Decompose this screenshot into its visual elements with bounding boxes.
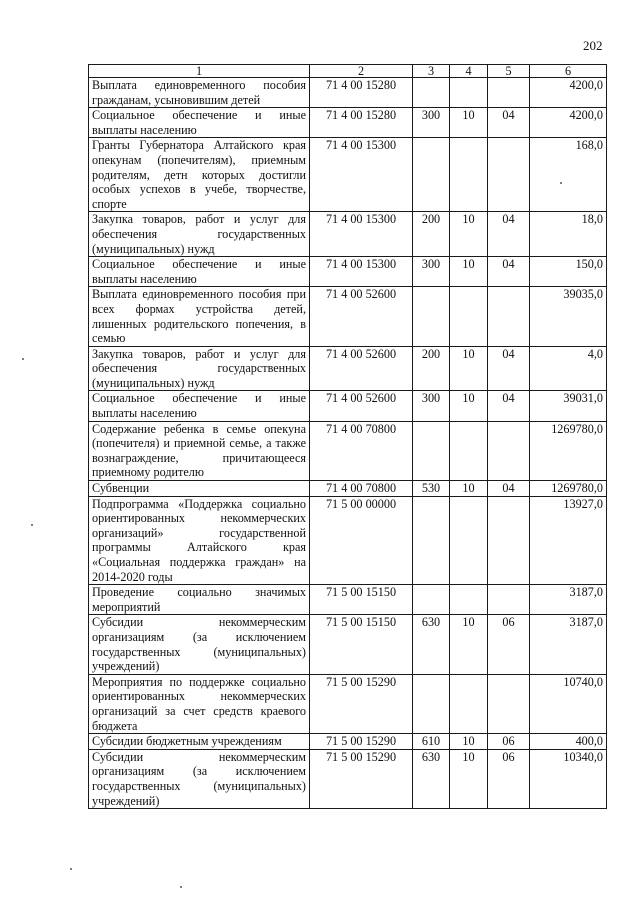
row-expense-type-cell: 530 bbox=[413, 481, 450, 497]
table-row bbox=[89, 749, 607, 808]
row-section-cell: 10 bbox=[450, 481, 488, 497]
row-amount-cell: 18,0 bbox=[530, 212, 607, 257]
header-col-5: 5 bbox=[488, 65, 530, 78]
row-section-cell bbox=[450, 138, 488, 212]
page-number: 202 bbox=[583, 38, 603, 53]
row-section-cell: 10 bbox=[450, 391, 488, 421]
row-expense-type-cell bbox=[413, 421, 450, 480]
row-expense-type-cell: 200 bbox=[413, 346, 450, 391]
row-subsection-cell: 06 bbox=[488, 749, 530, 808]
row-code-cell: 71 4 00 15300 bbox=[310, 257, 413, 287]
header-col-3: 3 bbox=[413, 65, 450, 78]
row-code-cell: 71 4 00 52600 bbox=[310, 287, 413, 346]
row-name-cell: Подпрограмма «Поддержка социально ориентированных некоммерческих организаций» государственной программы Алтайского края «Социальная поддержка граждан» на 2014-2020 годы bbox=[89, 496, 310, 585]
row-code-cell: 71 4 00 70800 bbox=[310, 421, 413, 480]
row-name-cell: Гранты Губернатора Алтайского края опекунам (попечителям), приемным родителям, детн которых достигли особых успехов в учебе, творчестве, спорте bbox=[89, 138, 310, 212]
row-expense-type-cell bbox=[413, 585, 450, 615]
row-expense-type-cell: 300 bbox=[413, 108, 450, 138]
row-name-cell: Проведение социально значимых мероприятий bbox=[89, 585, 310, 615]
row-subsection-cell: 04 bbox=[488, 481, 530, 497]
row-subsection-cell: 06 bbox=[488, 734, 530, 750]
row-subsection-cell bbox=[488, 421, 530, 480]
row-amount-cell: 1269780,0 bbox=[530, 481, 607, 497]
row-name-cell: Выплата единовременного пособия при всех формах устройства детей, лишенных родительского попечения, в семью bbox=[89, 287, 310, 346]
row-amount-cell: 3187,0 bbox=[530, 615, 607, 674]
row-name-cell: Социальное обеспечение и иные выплаты населению bbox=[89, 391, 310, 421]
row-expense-type-cell bbox=[413, 674, 450, 733]
row-section-cell: 10 bbox=[450, 346, 488, 391]
row-expense-type-cell bbox=[413, 138, 450, 212]
row-amount-cell: 10740,0 bbox=[530, 674, 607, 733]
row-subsection-cell: 04 bbox=[488, 257, 530, 287]
row-section-cell: 10 bbox=[450, 212, 488, 257]
row-subsection-cell bbox=[488, 585, 530, 615]
scan-speck bbox=[70, 868, 72, 870]
row-name-cell: Закупка товаров, работ и услуг для обеспечения государственных (муниципальных) нужд bbox=[89, 212, 310, 257]
row-section-cell: 10 bbox=[450, 108, 488, 138]
table-row bbox=[89, 78, 607, 108]
row-amount-cell: 39031,0 bbox=[530, 391, 607, 421]
row-subsection-cell bbox=[488, 287, 530, 346]
row-subsection-cell bbox=[488, 78, 530, 108]
row-subsection-cell bbox=[488, 138, 530, 212]
row-name-cell: Выплата единовременного пособия гражданам, усыновившим детей bbox=[89, 78, 310, 108]
row-subsection-cell: 04 bbox=[488, 212, 530, 257]
row-amount-cell: 13927,0 bbox=[530, 496, 607, 585]
row-code-cell: 71 5 00 15150 bbox=[310, 615, 413, 674]
row-expense-type-cell bbox=[413, 496, 450, 585]
row-amount-cell: 150,0 bbox=[530, 257, 607, 287]
header-col-1: 1 bbox=[89, 65, 310, 78]
row-expense-type-cell: 630 bbox=[413, 615, 450, 674]
row-code-cell: 71 4 00 15300 bbox=[310, 212, 413, 257]
table-row bbox=[89, 496, 607, 585]
table-row bbox=[89, 585, 607, 615]
row-name-cell: Субсидии некоммерческим организациям (за исключением государственных (муниципальных) учреждений) bbox=[89, 615, 310, 674]
header-col-6: 6 bbox=[530, 65, 607, 78]
table-row bbox=[89, 481, 607, 497]
row-amount-cell: 3187,0 bbox=[530, 585, 607, 615]
row-subsection-cell bbox=[488, 674, 530, 733]
row-expense-type-cell bbox=[413, 287, 450, 346]
table-row bbox=[89, 421, 607, 480]
scan-speck bbox=[560, 182, 562, 184]
table-row bbox=[89, 734, 607, 750]
row-section-cell: 10 bbox=[450, 257, 488, 287]
row-section-cell bbox=[450, 421, 488, 480]
row-section-cell bbox=[450, 674, 488, 733]
row-name-cell: Субвенции bbox=[89, 481, 310, 497]
row-subsection-cell: 06 bbox=[488, 615, 530, 674]
row-section-cell: 10 bbox=[450, 615, 488, 674]
row-code-cell: 71 5 00 15150 bbox=[310, 585, 413, 615]
row-amount-cell: 1269780,0 bbox=[530, 421, 607, 480]
row-name-cell: Закупка товаров, работ и услуг для обеспечения государственных (муниципальных) нужд bbox=[89, 346, 310, 391]
table-row bbox=[89, 257, 607, 287]
budget-table bbox=[88, 64, 607, 809]
row-code-cell: 71 5 00 15290 bbox=[310, 749, 413, 808]
row-amount-cell: 168,0 bbox=[530, 138, 607, 212]
row-code-cell: 71 4 00 15280 bbox=[310, 108, 413, 138]
table-row bbox=[89, 108, 607, 138]
row-code-cell: 71 4 00 52600 bbox=[310, 391, 413, 421]
row-expense-type-cell: 610 bbox=[413, 734, 450, 750]
row-code-cell: 71 5 00 15290 bbox=[310, 674, 413, 733]
row-expense-type-cell: 200 bbox=[413, 212, 450, 257]
row-section-cell bbox=[450, 287, 488, 346]
row-code-cell: 71 5 00 15290 bbox=[310, 734, 413, 750]
row-amount-cell: 4,0 bbox=[530, 346, 607, 391]
row-name-cell: Социальное обеспечение и иные выплаты населению bbox=[89, 257, 310, 287]
row-expense-type-cell: 630 bbox=[413, 749, 450, 808]
row-name-cell: Содержание ребенка в семье опекуна (попечителя) и приемной семье, а также вознаграждение, причитающееся приемному родителю bbox=[89, 421, 310, 480]
row-amount-cell: 4200,0 bbox=[530, 78, 607, 108]
row-code-cell: 71 5 00 00000 bbox=[310, 496, 413, 585]
row-section-cell: 10 bbox=[450, 734, 488, 750]
table-row bbox=[89, 615, 607, 674]
table-row bbox=[89, 138, 607, 212]
table-row bbox=[89, 287, 607, 346]
header-row bbox=[89, 65, 607, 78]
row-expense-type-cell: 300 bbox=[413, 257, 450, 287]
row-name-cell: Мероприятия по поддержке социально ориентированных некоммерческих организаций за счет средств краевого бюджета bbox=[89, 674, 310, 733]
table-row bbox=[89, 391, 607, 421]
row-subsection-cell bbox=[488, 496, 530, 585]
table-row bbox=[89, 212, 607, 257]
row-section-cell: 10 bbox=[450, 749, 488, 808]
row-subsection-cell: 04 bbox=[488, 346, 530, 391]
row-expense-type-cell bbox=[413, 78, 450, 108]
scan-speck bbox=[31, 524, 33, 526]
row-subsection-cell: 04 bbox=[488, 108, 530, 138]
row-name-cell: Социальное обеспечение и иные выплаты населению bbox=[89, 108, 310, 138]
row-amount-cell: 39035,0 bbox=[530, 287, 607, 346]
table-row bbox=[89, 674, 607, 733]
row-subsection-cell: 04 bbox=[488, 391, 530, 421]
row-code-cell: 71 4 00 15280 bbox=[310, 78, 413, 108]
row-expense-type-cell: 300 bbox=[413, 391, 450, 421]
row-section-cell bbox=[450, 496, 488, 585]
row-name-cell: Субсидии бюджетным учреждениям bbox=[89, 734, 310, 750]
table-row bbox=[89, 346, 607, 391]
header-col-4: 4 bbox=[450, 65, 488, 78]
row-code-cell: 71 4 00 15300 bbox=[310, 138, 413, 212]
row-section-cell bbox=[450, 585, 488, 615]
scan-speck bbox=[180, 886, 182, 888]
row-amount-cell: 4200,0 bbox=[530, 108, 607, 138]
row-name-cell: Субсидии некоммерческим организациям (за исключением государственных (муниципальных) учреждений) bbox=[89, 749, 310, 808]
row-amount-cell: 10340,0 bbox=[530, 749, 607, 808]
row-amount-cell: 400,0 bbox=[530, 734, 607, 750]
header-col-2: 2 bbox=[310, 65, 413, 78]
row-code-cell: 71 4 00 70800 bbox=[310, 481, 413, 497]
row-code-cell: 71 4 00 52600 bbox=[310, 346, 413, 391]
scan-speck bbox=[22, 358, 24, 360]
row-section-cell bbox=[450, 78, 488, 108]
